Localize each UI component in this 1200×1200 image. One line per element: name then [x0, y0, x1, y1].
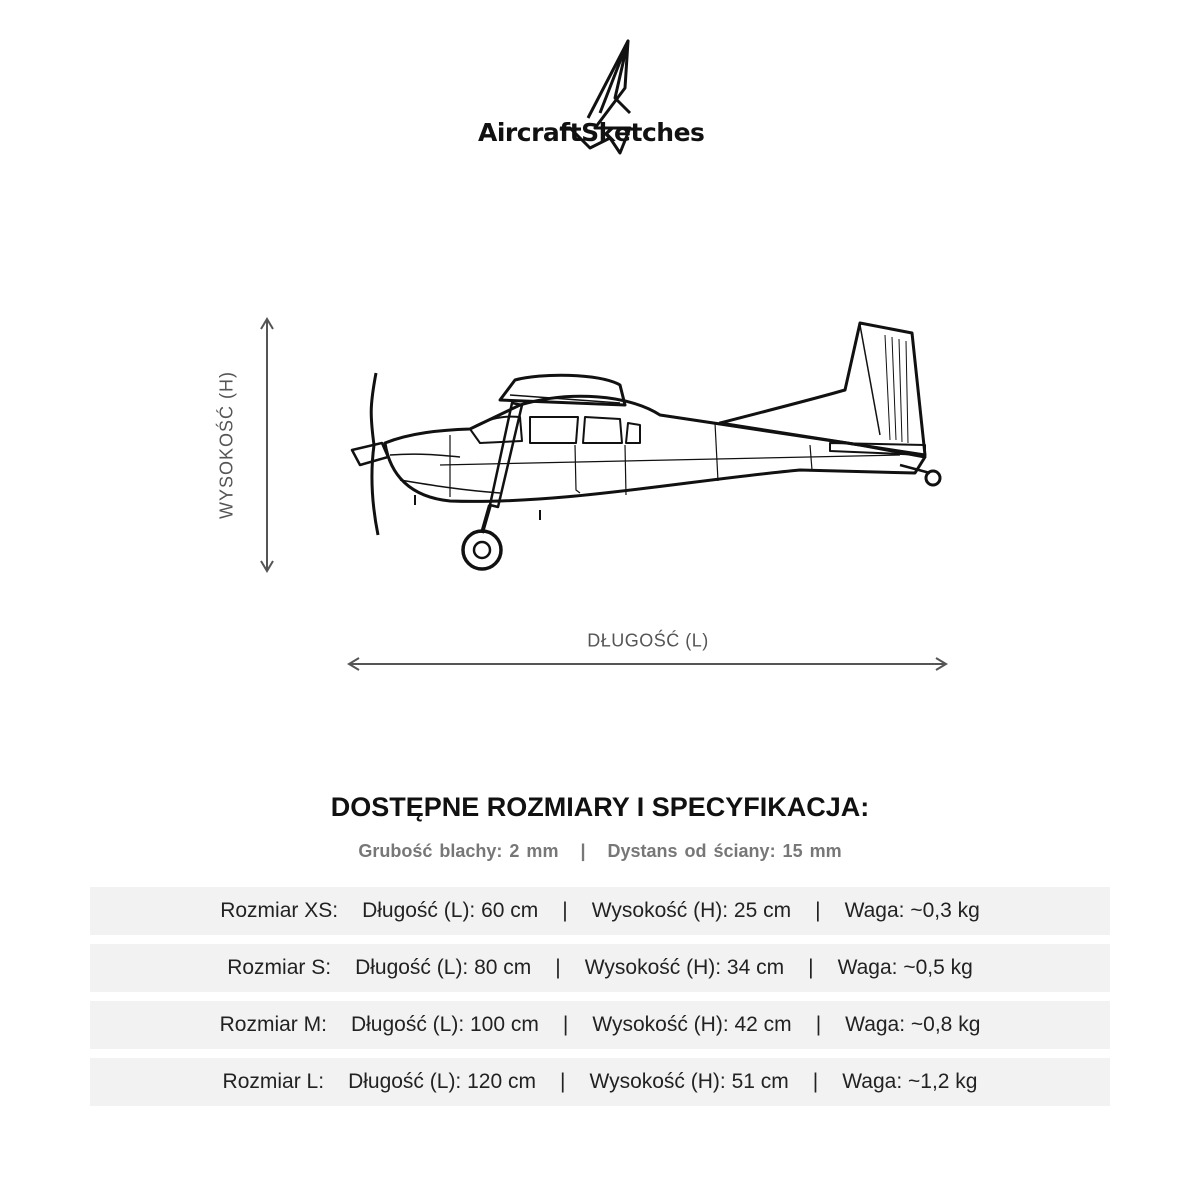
size-name: Rozmiar S: — [227, 956, 332, 979]
height-label: WYSOKOŚĆ (H) — [216, 370, 237, 520]
separator: | — [562, 899, 568, 922]
separator: | — [559, 1070, 566, 1093]
size-weight: Waga: ~0,8 kg — [845, 1013, 981, 1036]
size-weight: Waga: ~0,3 kg — [844, 899, 980, 922]
separator: | — [815, 1013, 822, 1036]
size-length: Długość (L): 80 cm — [355, 956, 532, 979]
size-weight: Waga: ~1,2 kg — [842, 1070, 978, 1093]
separator: | — [562, 1013, 569, 1036]
length-label: DŁUGOŚĆ (L) — [587, 630, 709, 651]
aircraft-sketch — [340, 305, 960, 595]
size-height: Wysokość (H): 42 cm — [592, 1013, 792, 1036]
length-dimension-arrow — [345, 652, 950, 676]
size-row-s — [90, 944, 1110, 992]
separator: | — [555, 956, 561, 979]
size-weight: Waga: ~0,5 kg — [837, 956, 973, 979]
specs-subtitle — [0, 841, 1200, 862]
size-name: Rozmiar L: — [222, 1070, 325, 1093]
size-length: Długość (L): 100 cm — [350, 1013, 539, 1036]
thickness-spec: Grubość blachy: 2 mm — [358, 841, 559, 861]
size-height: Wysokość (H): 51 cm — [589, 1070, 789, 1093]
wall-distance-spec: Dystans od ściany: 15 mm — [607, 841, 842, 861]
size-row-m — [90, 1001, 1110, 1049]
specs-title: DOSTĘPNE ROZMIARY I SPECYFIKACJA: — [330, 792, 870, 822]
logo-text: AircraftSketches — [478, 118, 705, 147]
separator: | — [815, 899, 821, 922]
separator: | — [808, 956, 814, 979]
size-length: Długość (L): 120 cm — [348, 1070, 536, 1093]
size-length: Długość (L): 60 cm — [362, 899, 539, 922]
size-table — [90, 887, 1110, 1115]
size-row-xs — [90, 887, 1110, 935]
size-height: Wysokość (H): 34 cm — [584, 956, 785, 979]
size-name: Rozmiar XS: — [220, 899, 339, 922]
size-height: Wysokość (H): 25 cm — [591, 899, 792, 922]
separator: | — [580, 841, 586, 861]
height-dimension-arrow — [255, 315, 279, 575]
separator: | — [812, 1070, 819, 1093]
brand-logo — [470, 38, 730, 158]
size-row-l — [90, 1058, 1110, 1106]
size-name: Rozmiar M: — [219, 1013, 327, 1036]
